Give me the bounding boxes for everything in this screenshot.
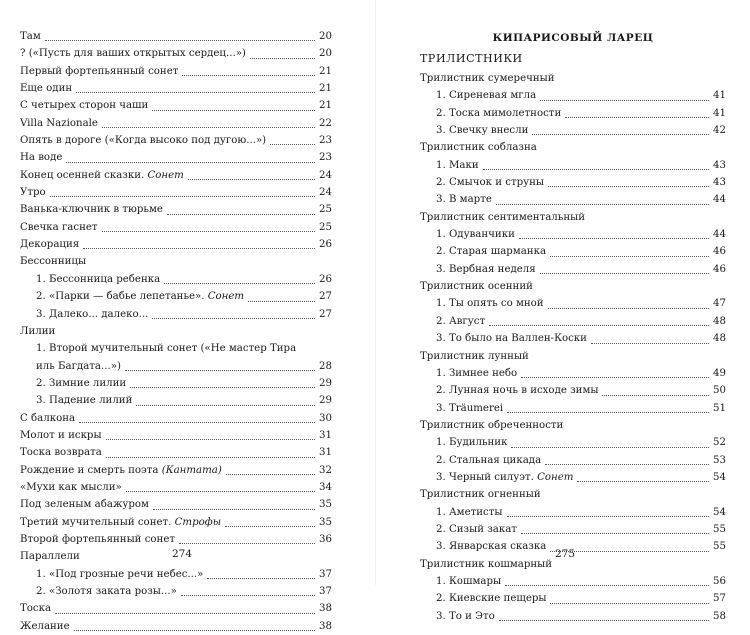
toc-entry[interactable]: [20, 80, 332, 97]
leader-dots: [250, 57, 315, 59]
toc-entry-title: Под зеленым абажуром: [20, 499, 149, 511]
toc-groups: [420, 70, 726, 625]
toc-group-title: Трилистник кошмарный: [420, 558, 553, 570]
leader-dots: [511, 446, 709, 448]
leader-dots: [550, 602, 709, 604]
leader-dots: [540, 272, 709, 274]
leader-dots: [130, 386, 315, 388]
leader-dots: [565, 116, 709, 118]
toc-page-number: 51: [713, 402, 726, 414]
toc-group-title: Трилистник соблазна: [420, 142, 537, 154]
toc-page-number: 23: [319, 152, 332, 164]
page-number: 275: [555, 548, 576, 560]
toc-page-number: 21: [319, 83, 332, 95]
toc-group-title: Трилистник осенний: [420, 281, 533, 293]
right-page: [420, 28, 726, 625]
toc-entry-title: 3. Падение лилий: [36, 395, 133, 407]
toc-entry[interactable]: [20, 479, 332, 496]
toc-page-number: 30: [319, 412, 332, 424]
toc-entry-title: иль Багдата...»): [36, 360, 121, 372]
toc-page-number: 25: [319, 221, 332, 233]
toc-entry[interactable]: [420, 573, 726, 590]
leader-dots: [548, 307, 709, 309]
toc-entry-italic: Строфы: [174, 516, 222, 528]
toc-entry-title: 2. Старая шарманка: [436, 246, 547, 258]
toc-page-number: 24: [319, 169, 332, 181]
leader-dots: [577, 480, 709, 482]
toc-entry-title: 2. «Золотя заката розы...»: [36, 586, 177, 597]
toc-entry[interactable]: [420, 434, 726, 451]
toc-entry[interactable]: [20, 219, 332, 236]
toc-entry[interactable]: [20, 600, 332, 617]
toc-entry[interactable]: [20, 358, 332, 375]
toc-entry[interactable]: [420, 105, 726, 122]
leader-dots: [167, 213, 315, 215]
toc-page-number: 29: [319, 377, 332, 389]
toc-entry-title: 2. Смычок и струны: [436, 177, 545, 189]
toc-page-number: 50: [713, 385, 726, 397]
toc-page-number: 55: [713, 541, 726, 553]
leader-dots: [248, 300, 315, 302]
toc-entry[interactable]: [420, 452, 726, 469]
toc-page-number: 28: [319, 360, 332, 372]
toc-entry-title: На воде: [20, 152, 63, 164]
leader-dots: [507, 411, 709, 413]
left-page: [20, 28, 332, 635]
toc-page-number: 20: [319, 31, 332, 42]
toc-entry-title: Утро: [20, 187, 46, 199]
toc-entry[interactable]: [420, 87, 726, 104]
leader-dots: [550, 255, 709, 257]
toc-entry-title: 2. Зимние лилии: [36, 377, 127, 389]
toc-entry-title: 1. Зимнее небо: [436, 367, 518, 379]
leader-dots: [153, 508, 315, 510]
toc-page-number: 47: [713, 298, 726, 310]
leader-dots: [126, 490, 315, 492]
leader-dots: [521, 532, 709, 534]
toc-group-title: Трилистник сумеречный: [420, 73, 555, 84]
toc-entry[interactable]: [420, 243, 726, 260]
toc-entry-title: Опять в дороге («Когда высоко под дугою...»): [20, 135, 267, 147]
toc-entry-title: 2. Киевские пещеры: [436, 593, 547, 605]
toc-page-number: 48: [713, 333, 726, 345]
toc-page-number: 31: [319, 447, 332, 459]
toc-entry[interactable]: [20, 462, 332, 479]
leader-dots: [66, 161, 315, 163]
toc-entry[interactable]: [20, 306, 332, 323]
leader-dots: [188, 178, 315, 180]
toc-entry[interactable]: [420, 261, 726, 278]
toc-group-title: Бессонницы: [20, 256, 87, 268]
leader-dots: [548, 185, 709, 187]
toc-entry[interactable]: [20, 566, 332, 583]
toc-page-number: 54: [713, 471, 726, 483]
toc-page-number: 38: [319, 620, 332, 632]
leader-dots: [50, 195, 315, 197]
toc-page-number: 58: [713, 610, 726, 622]
toc-entry[interactable]: [420, 590, 726, 607]
toc-entry[interactable]: [420, 469, 726, 486]
toc-page-number: 23: [319, 135, 332, 147]
toc-group-items: [20, 271, 332, 323]
toc-entry-title: Villa Nazionale: [20, 117, 98, 129]
toc-entry[interactable]: [20, 167, 332, 184]
toc-group-title: Трилистник сентиментальный: [420, 211, 586, 223]
toc-entry[interactable]: [20, 514, 332, 531]
toc-page-number: 52: [713, 437, 726, 449]
toc-group-title: Трилистник огненный: [420, 489, 541, 501]
toc-entry-title: Рождение и смерть поэта (Кантата): [20, 464, 222, 476]
toc-page-number: 27: [319, 291, 332, 303]
toc-entry[interactable]: [420, 191, 726, 208]
toc-entry[interactable]: [420, 365, 726, 382]
leader-dots: [74, 629, 315, 631]
toc-entry[interactable]: [20, 271, 332, 288]
toc-entry[interactable]: [420, 122, 726, 139]
leader-dots: [181, 594, 315, 596]
toc-page-number: 21: [319, 65, 332, 77]
toc-entry-title: 1. Бессонница ребенка: [36, 273, 161, 285]
toc-page-number: 21: [319, 100, 332, 112]
toc-entry-title: 1. Второй мучительный сонет («Не мастер Тира: [36, 343, 297, 355]
toc-group-title: Трилистник обреченности: [420, 419, 564, 431]
toc-page-number: 42: [713, 125, 726, 137]
toc-entry-title: 3. Вербная неделя: [436, 263, 536, 275]
toc-entry[interactable]: [20, 63, 332, 80]
toc-entry-title: Молот и искры: [20, 429, 102, 441]
toc-entry-title: 3. Далеко... далеко...: [36, 308, 149, 320]
section-heading: КИПАРИСОВЫЙ ЛАРЕЦ: [492, 32, 654, 44]
toc-page-number: 37: [319, 586, 332, 597]
leader-dots: [152, 109, 315, 111]
leader-dots: [182, 74, 315, 76]
toc-page-number: 22: [319, 117, 332, 129]
toc-entry-title: Второй фортепьянный сонет: [20, 533, 176, 545]
toc-entry[interactable]: [20, 132, 332, 149]
toc-entry-title: 3. Träumerei: [436, 402, 504, 414]
toc-page-number: 31: [319, 429, 332, 441]
toc-entry-title: 3. Свечку внесли: [436, 125, 529, 137]
toc-page-number: 29: [319, 395, 332, 407]
toc-page-number: 54: [713, 506, 726, 518]
toc-entry[interactable]: [20, 392, 332, 409]
toc-group-title: Трилистник лунный: [420, 350, 529, 362]
toc-entry[interactable]: [420, 157, 726, 174]
leader-dots: [152, 317, 315, 319]
leader-dots: [106, 438, 315, 440]
toc-entry-title: 2. Лунная ночь в исходе зимы: [436, 385, 599, 397]
toc-entry[interactable]: [20, 496, 332, 513]
toc-entry[interactable]: [20, 115, 332, 132]
toc-entry[interactable]: [420, 400, 726, 417]
toc-entry-title: 1. Аметисты: [436, 506, 503, 518]
toc-entry-italic: (Кантата): [161, 464, 222, 476]
toc-entry[interactable]: [20, 97, 332, 114]
toc-group-items: [20, 566, 332, 601]
toc-entry[interactable]: [20, 236, 332, 253]
toc-entry-title: 2. Тоска мимолетности: [436, 107, 562, 119]
toc-entry[interactable]: [20, 618, 332, 635]
toc-page-number: 37: [319, 568, 332, 580]
toc-entry-title: Третий мучительный сонет. Строфы: [20, 516, 222, 528]
toc-entry[interactable]: [20, 149, 332, 166]
toc-entry-title: 3. Черный силуэт. Сонет: [436, 471, 574, 483]
toc-page-number: 44: [713, 194, 726, 206]
toc-page-number: 24: [319, 187, 332, 199]
toc-entry[interactable]: [420, 382, 726, 399]
toc-entry-title: С балкона: [20, 412, 76, 424]
toc-entry[interactable]: [20, 288, 332, 305]
toc-page-number: 35: [319, 499, 332, 511]
toc-page-number: 34: [319, 481, 332, 493]
toc-page-number: 48: [713, 315, 726, 327]
toc-page-number: 57: [713, 593, 726, 605]
toc-page-number: 20: [319, 48, 332, 60]
toc-entry-title: 3. То и Это: [436, 610, 495, 622]
leader-dots: [102, 230, 315, 232]
toc-entry-title: Первый фортепьянный сонет: [20, 65, 179, 77]
section-subheading: ТРИЛИСТНИКИ: [420, 52, 523, 65]
toc-page-number: 53: [713, 454, 726, 466]
toc-entry-title: Ванька-ключник в тюрьме: [20, 204, 163, 216]
toc-list: [20, 410, 332, 549]
toc-list: [20, 600, 332, 635]
leader-dots: [164, 282, 315, 284]
toc-entry[interactable]: [420, 521, 726, 538]
toc-entry[interactable]: [420, 313, 726, 330]
toc-entry-italic: Сонет: [537, 471, 574, 483]
toc-entry[interactable]: [20, 531, 332, 548]
leader-dots: [499, 619, 709, 621]
toc-page-number: 41: [713, 90, 726, 102]
toc-page-number: 41: [713, 107, 726, 119]
toc-page-number: 44: [713, 229, 726, 241]
toc-entry-title: Конец осенней сказки. Сонет: [20, 169, 184, 181]
toc-entry-title: Там: [20, 31, 41, 42]
toc-page-number: 38: [319, 603, 332, 615]
leader-dots: [55, 612, 315, 614]
toc-entry-title: 1. Маки: [436, 159, 479, 171]
toc-page-number: 32: [319, 464, 332, 476]
toc-page-number: 43: [713, 177, 726, 189]
toc-entry-italic: Сонет: [207, 291, 245, 303]
toc-entry[interactable]: [420, 608, 726, 625]
toc-page-number: 26: [319, 239, 332, 251]
leader-dots: [521, 376, 709, 378]
toc-entry[interactable]: [20, 444, 332, 461]
leader-dots: [226, 473, 315, 475]
book-gutter: [375, 0, 376, 585]
toc-page-number: 25: [319, 204, 332, 216]
toc-page-number: 55: [713, 523, 726, 535]
toc-entry-title: 2. Сизый закат: [436, 523, 517, 535]
toc-entry-title: 2. Август: [436, 315, 486, 327]
leader-dots: [519, 237, 709, 239]
toc-entry-title: 2. «Парки — бабье лепетанье». Сонет: [36, 291, 245, 303]
toc-entry-title: «Мухи как мысли»: [20, 481, 122, 493]
leader-dots: [602, 394, 709, 396]
toc-entry-title: С четырех сторон чаши: [20, 100, 149, 112]
toc-entry-title: Еще один: [20, 83, 73, 95]
toc-entry-title: 2. Стальная цикада: [436, 454, 542, 466]
leader-dots: [179, 542, 315, 544]
toc-group-items: [20, 375, 332, 410]
toc-entry[interactable]: [20, 583, 332, 600]
toc-list: [20, 28, 332, 253]
toc-entry[interactable]: [20, 201, 332, 218]
toc-page-number: 36: [319, 533, 332, 545]
toc-entry[interactable]: [420, 174, 726, 191]
leader-dots: [79, 421, 315, 423]
leader-dots: [532, 133, 709, 135]
toc-entry[interactable]: [20, 184, 332, 201]
toc-entry-title: Тоска: [20, 603, 52, 615]
toc-entry[interactable]: [420, 330, 726, 347]
toc-entry[interactable]: [20, 45, 332, 62]
toc-page-number: 26: [319, 273, 332, 285]
toc-entry-title: 3. Январская сказка: [436, 541, 547, 553]
toc-entry-title: 3. В марте: [436, 194, 492, 206]
leader-dots: [496, 203, 709, 205]
toc-page-number: 46: [713, 263, 726, 275]
leader-dots: [207, 577, 315, 579]
toc-entry-italic: Сонет: [147, 169, 184, 181]
leader-dots: [83, 247, 315, 249]
toc-entry-title: 1. Кошмары: [436, 575, 502, 587]
toc-entry[interactable]: [20, 28, 332, 45]
toc-entry-title: 1. «Под грозные речи небес...»: [36, 568, 204, 580]
toc-group-title: Лилии: [20, 325, 56, 337]
toc-entry-title: 1. Будильник: [436, 437, 508, 449]
toc-group-title: Параллели: [20, 551, 80, 563]
toc-entry[interactable]: [420, 295, 726, 312]
toc-page-number: 49: [713, 367, 726, 379]
leader-dots: [540, 99, 709, 101]
toc-entry[interactable]: [20, 340, 332, 357]
toc-page-number: 35: [319, 516, 332, 528]
toc-entry[interactable]: [20, 427, 332, 444]
leader-dots: [225, 525, 315, 527]
toc-entry[interactable]: [420, 226, 726, 243]
toc-entry-title: 1. Ты опять со мной: [436, 298, 544, 310]
toc-page-number: 27: [319, 308, 332, 320]
toc-entry-title: Желание: [20, 620, 70, 632]
toc-page-number: 56: [713, 575, 726, 587]
toc-entry-title: 1. Одуванчики: [436, 229, 515, 241]
toc-page-number: 43: [713, 159, 726, 171]
leader-dots: [102, 126, 315, 128]
leader-dots: [136, 404, 315, 406]
page-number: 274: [172, 548, 193, 560]
leader-dots: [270, 143, 315, 145]
toc-entry[interactable]: [20, 410, 332, 427]
toc-entry-title: 1. Сиреневая мгла: [436, 90, 537, 102]
toc-entry-title: Свечка гаснет: [20, 221, 98, 233]
leader-dots: [507, 515, 710, 517]
leader-dots: [125, 369, 315, 371]
toc-entry[interactable]: [420, 504, 726, 521]
leader-dots: [545, 463, 709, 465]
toc-page-number: 46: [713, 246, 726, 258]
leader-dots: [489, 324, 709, 326]
leader-dots: [483, 168, 709, 170]
leader-dots: [45, 39, 315, 41]
leader-dots: [591, 342, 709, 344]
toc-entry[interactable]: [20, 375, 332, 392]
toc-entry-title: ? («Пусть для ваших открытых сердец...»): [20, 48, 246, 60]
toc-entry-title: Декорация: [20, 239, 80, 251]
toc-entry-title: Тоска возврата: [20, 447, 102, 459]
leader-dots: [106, 456, 315, 458]
toc-entry-title: 3. То было на Валлен-Коски: [436, 333, 587, 345]
leader-dots: [76, 91, 315, 93]
